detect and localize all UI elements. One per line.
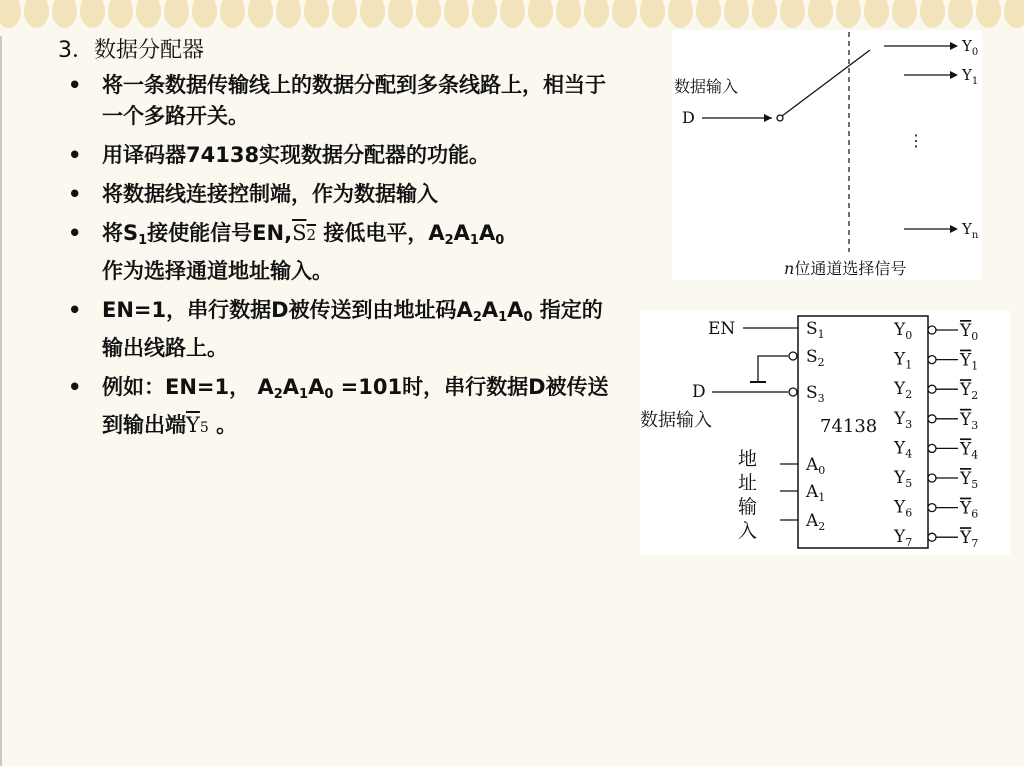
border-dot — [948, 0, 973, 28]
border-dot — [108, 0, 133, 28]
border-dot — [892, 0, 917, 28]
output-label-y1: $Y_1$ — [960, 350, 979, 373]
y0-arrow — [950, 42, 958, 50]
bullet-dot: • — [68, 221, 82, 245]
a-pins — [805, 455, 825, 533]
fig1-input-label: 数据输入 — [674, 77, 739, 96]
border-dot — [724, 0, 749, 28]
output-bubble-y7 — [928, 533, 936, 541]
address-input-label — [738, 448, 757, 542]
border-dot — [836, 0, 861, 28]
border-dot — [500, 0, 525, 28]
border-dot — [864, 0, 889, 28]
pin-s3: $S_3$ — [806, 383, 825, 405]
d-arrow — [764, 114, 772, 122]
pin-a0: $A_0$ — [806, 455, 826, 477]
fig1-y0: $Y_0$ — [962, 37, 979, 58]
border-dot — [332, 0, 357, 28]
border-dot — [136, 0, 161, 28]
output-bubble-y2 — [928, 385, 936, 393]
border-dot — [416, 0, 441, 28]
output-label-y3: $Y_3$ — [960, 409, 979, 432]
border-dot — [920, 0, 945, 28]
d-label: D — [692, 382, 706, 402]
output-bubble-y4 — [928, 444, 936, 452]
switch-diagram — [672, 30, 982, 280]
bullet-dot: • — [68, 73, 82, 97]
yn-arrow — [950, 225, 958, 233]
pin-y3: $Y_3$ — [894, 408, 913, 431]
output-bubble-y3 — [928, 415, 936, 423]
bullet-1: • 将一条数据传输线上的数据分配到多条线路上，相当于一个多路开关。 — [62, 70, 622, 132]
address-char: 址 — [738, 472, 758, 494]
border-dot — [388, 0, 413, 28]
bullet-dot: • — [68, 375, 82, 399]
output-label-y2: $Y_2$ — [960, 380, 979, 403]
left-border-line — [0, 36, 2, 766]
border-dot — [0, 0, 21, 28]
output-bubble-y1 — [928, 356, 936, 364]
section-title: 3．数据分配器 — [58, 38, 204, 63]
bullet-dot: • — [68, 298, 82, 322]
border-dot — [640, 0, 665, 28]
border-dot — [444, 0, 469, 28]
output-bubble-y5 — [928, 474, 936, 482]
s2-inverter-bubble — [789, 352, 797, 360]
border-dot — [612, 0, 637, 28]
border-dot — [220, 0, 245, 28]
s2-wire — [758, 356, 788, 382]
border-dot — [584, 0, 609, 28]
pin-y1: $Y_1$ — [894, 349, 913, 372]
border-dot — [276, 0, 301, 28]
border-dot — [304, 0, 329, 28]
s2-bar-symbol: S2 — [292, 221, 317, 245]
s-pins — [806, 319, 825, 405]
border-dot — [24, 0, 49, 28]
pin-y5: $Y_5$ — [894, 468, 913, 490]
border-dot — [248, 0, 273, 28]
fig1-y1: $Y_1$ — [962, 66, 979, 87]
bullet-list — [62, 70, 622, 452]
border-dot — [472, 0, 497, 28]
output-bubble-y0 — [928, 326, 936, 334]
output-label-y4: $Y_4$ — [960, 439, 979, 462]
bullet-dot: • — [68, 143, 82, 167]
chip-label: 74138 — [820, 416, 878, 437]
bullet-2: • 用译码器74138实现数据分配器的功能。 — [62, 140, 622, 171]
output-label-y6: $Y_6$ — [960, 498, 979, 521]
pin-s1: $S_1$ — [806, 319, 825, 341]
output-label-y7: $Y_7$ — [960, 528, 979, 551]
output-label-y0: $Y_0$ — [960, 321, 979, 343]
fig1-vdots: ⋮ — [908, 131, 924, 150]
fig1-yn: $Y_n$ — [962, 220, 979, 241]
border-dot — [696, 0, 721, 28]
pin-y4: $Y_4$ — [894, 438, 913, 461]
border-dot — [668, 0, 693, 28]
border-dot — [780, 0, 805, 28]
address-char: 入 — [738, 520, 758, 542]
en-label: EN — [708, 319, 736, 339]
address-char: 地 — [738, 448, 758, 470]
bullet-6: • 例如：EN=1， $A_2A_1A_0 =101$时，串行数据D被传送到输出端$\overline{Y}5$ 。 — [62, 372, 622, 444]
pin-a2: $A_2$ — [806, 511, 826, 533]
border-dot — [808, 0, 833, 28]
bullet-dot: • — [68, 182, 82, 206]
border-dot — [80, 0, 105, 28]
bullet-5: • EN=1，串行数据D被传送到由地址码$A_2A_1A_0$ 指定的输出线路上。 — [62, 295, 622, 364]
border-dot — [1004, 0, 1024, 28]
pin-y0: $Y_0$ — [894, 320, 913, 342]
pin-y2: $Y_2$ — [894, 379, 913, 402]
pin-a1: $A_1$ — [806, 482, 826, 504]
pin-s2: $S_2$ — [806, 347, 825, 369]
bullet-4: • 将$S_1$接使能信号EN,S2 接低电平，$A_2A_1A_0$ 作为选择通道地址输入。 — [62, 218, 622, 287]
decoder-74138-diagram — [640, 310, 1010, 555]
output-label-y5: $Y_5$ — [960, 469, 979, 491]
fig1-caption: n位通道选择信号 — [784, 259, 907, 278]
border-dot — [752, 0, 777, 28]
address-char: 输 — [738, 496, 758, 518]
border-dot — [556, 0, 581, 28]
border-dot — [976, 0, 1001, 28]
border-dot — [52, 0, 77, 28]
output-bubble-y6 — [928, 504, 936, 512]
y1-arrow — [950, 71, 958, 79]
bullet-3: • 将数据线连接控制端，作为数据输入 — [62, 179, 622, 210]
pin-y6: $Y_6$ — [894, 497, 913, 520]
fig2-input-label: 数据输入 — [640, 410, 712, 431]
fig1-d-label: D — [682, 108, 695, 127]
s3-inverter-bubble — [789, 388, 797, 396]
border-dot — [164, 0, 189, 28]
border-dot — [360, 0, 385, 28]
y5-bar-symbol: $\overline{Y}5$ — [186, 413, 209, 437]
switch-arm — [782, 50, 870, 116]
border-dot — [192, 0, 217, 28]
pin-y7: $Y_7$ — [894, 527, 913, 550]
border-dot — [528, 0, 553, 28]
